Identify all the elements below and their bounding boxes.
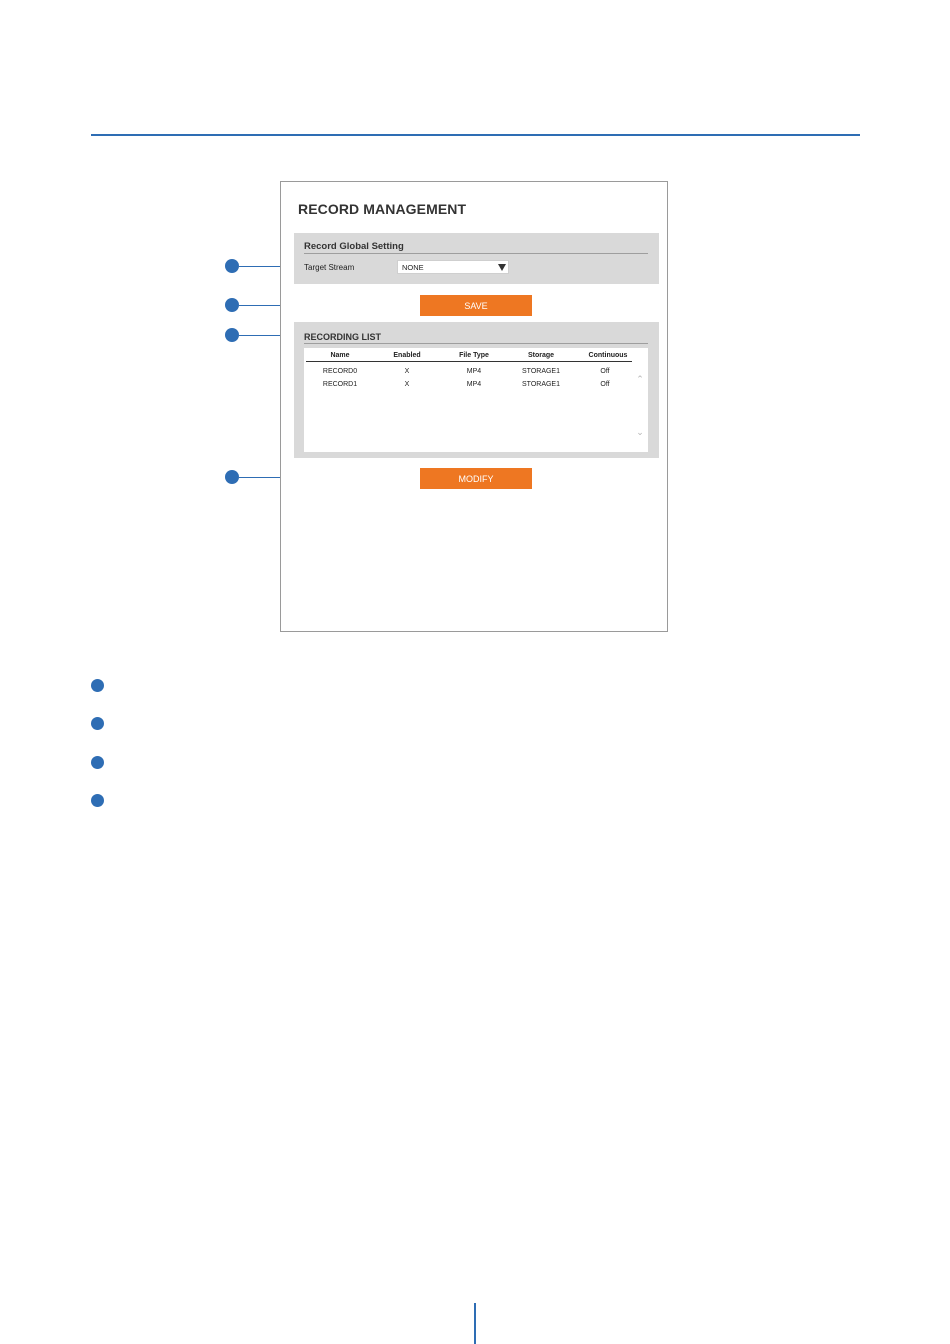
table-cell: STORAGE1 (522, 381, 560, 388)
recording-list-table (304, 348, 648, 452)
legend-bullet-2 (91, 717, 104, 730)
section-divider (304, 343, 648, 344)
legend-bullet-4 (91, 794, 104, 807)
column-header-name: Name (330, 352, 350, 359)
table-header-rule (306, 361, 632, 362)
section-divider (304, 253, 648, 254)
legend-bullet-3 (91, 756, 104, 769)
modify-button[interactable]: MODIFY (420, 468, 532, 489)
callout-marker-4 (225, 470, 239, 484)
page-footer-marker (474, 1303, 476, 1344)
recording-list-section (294, 322, 659, 458)
table-cell: STORAGE1 (522, 368, 560, 375)
column-header-enabled: Enabled (393, 352, 421, 359)
table-cell: X (404, 381, 410, 388)
header-rule (91, 134, 860, 136)
scroll-up-icon[interactable]: ⌃ (636, 374, 644, 384)
section-title: Record Global Setting (304, 241, 404, 252)
scroll-down-icon[interactable]: ⌄ (636, 427, 644, 437)
callout-marker-3 (225, 328, 239, 342)
column-header-continuous: Continuous (588, 352, 628, 359)
record-global-setting-section (294, 233, 659, 284)
table-row[interactable]: RECORD0 (322, 368, 358, 375)
callout-marker-2 (225, 298, 239, 312)
target-stream-select[interactable] (397, 260, 509, 274)
target-stream-label: Target Stream (304, 263, 355, 272)
callout-marker-1 (225, 259, 239, 273)
legend-bullet-1 (91, 679, 104, 692)
save-button[interactable]: SAVE (420, 295, 532, 316)
table-cell: X (404, 368, 410, 375)
table-cell: Off (600, 368, 610, 375)
page-title: RECORD MANAGEMENT (298, 201, 467, 217)
column-header-storage: Storage (527, 352, 555, 359)
table-cell: Off (600, 381, 610, 388)
table-row[interactable]: RECORD1 (322, 381, 358, 388)
column-header-file-type: File Type (459, 352, 489, 359)
target-stream-value: NONE (402, 263, 424, 272)
table-cell: MP4 (466, 381, 482, 388)
section-title: RECORDING LIST (304, 332, 382, 342)
record-management-panel (280, 181, 668, 632)
dropdown-arrow-icon (498, 264, 506, 271)
table-cell: MP4 (466, 368, 482, 375)
